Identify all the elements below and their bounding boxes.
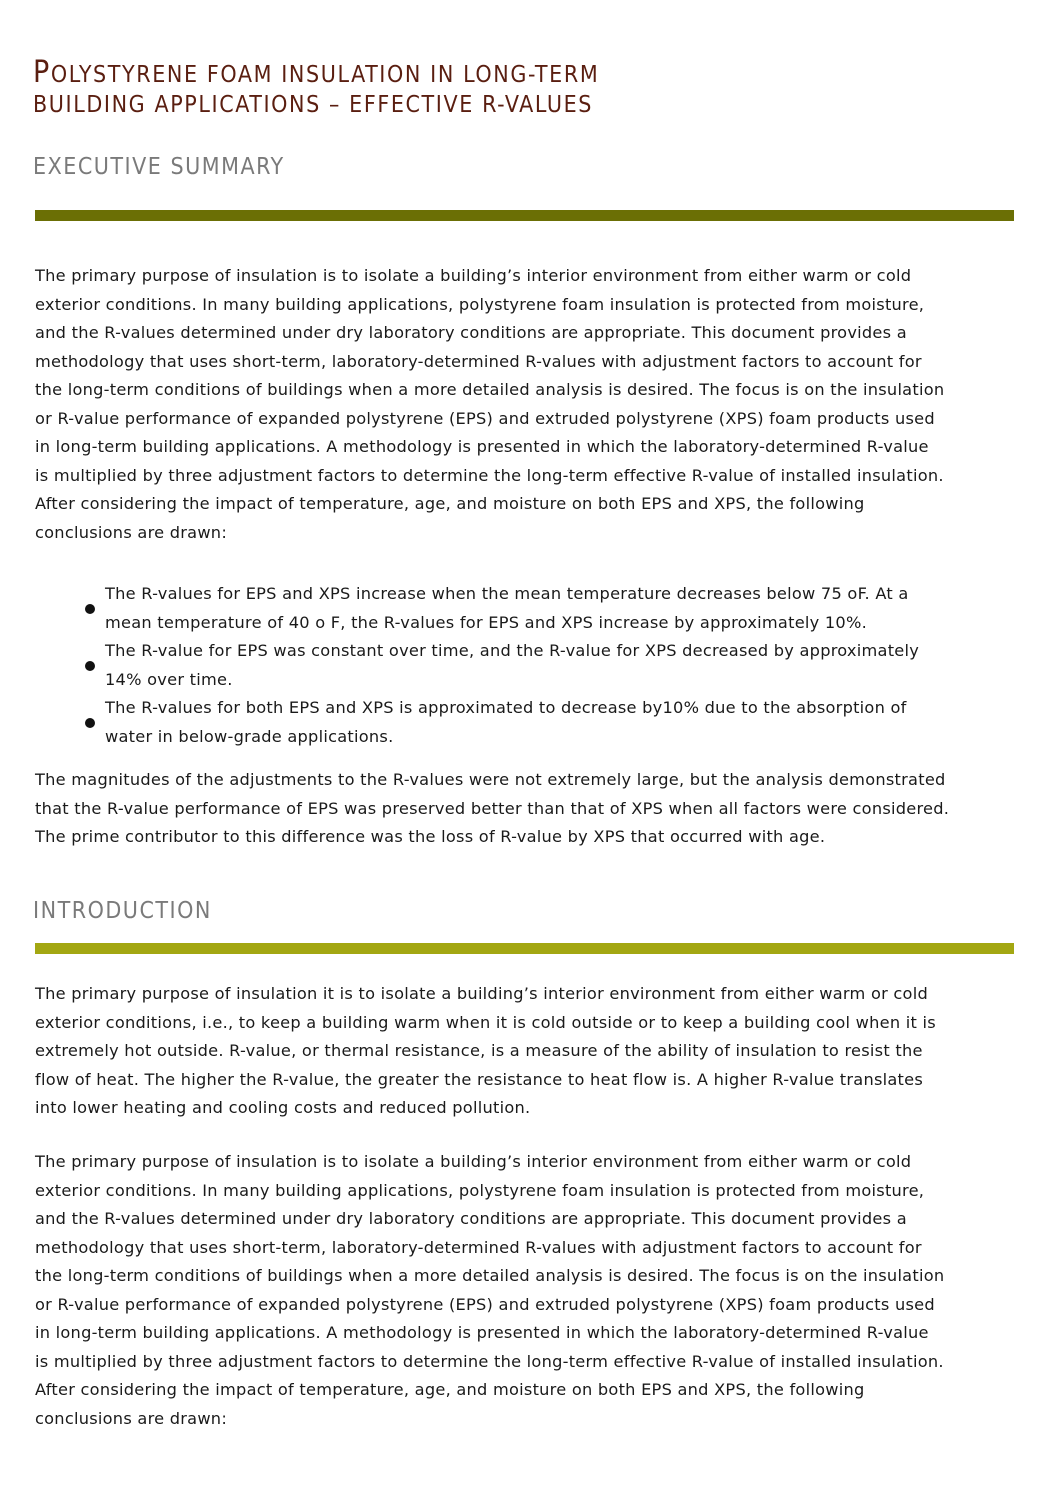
- executive-summary-divider: [35, 210, 1014, 221]
- executive-summary-closing-paragraph: [35, 766, 1030, 852]
- bullet-icon: [85, 718, 95, 728]
- bullet-icon: [85, 604, 95, 614]
- conclusion-item-moisture: [35, 694, 1030, 751]
- paragraph-line: The prime contributor to this difference was the loss of R-value by XPS that occurred with age.: [35, 827, 826, 846]
- executive-summary-intro-paragraph: [35, 262, 1030, 547]
- paragraph-line: methodology that uses short-term, laboratory-determined R-values with adjustment factors to account for: [35, 351, 922, 371]
- executive-summary-heading: EXECUTIVE SUMMARY: [33, 154, 285, 180]
- paragraph-line: in long-term building applications. A methodology is presented in which the laboratory-determined R-value: [35, 1323, 929, 1342]
- introduction-paragraph-1: [35, 980, 1030, 1123]
- paragraph-line: in long-term building applications. A methodology is presented in which the laboratory-determined R-value: [35, 437, 929, 456]
- list-item-line: The R-value for EPS was constant over time, and the R-value for XPS decreased by approximately: [105, 641, 920, 660]
- paragraph-line: and the R-values determined under dry laboratory conditions are appropriate. This document provides a: [35, 1209, 907, 1228]
- paragraph-line: is multiplied by three adjustment factors to determine the long-term effective R-value of installed insulation.: [35, 1351, 944, 1371]
- paragraph-line: extremely hot outside. R-value, or thermal resistance, is a measure of the ability of insulation to resist the: [35, 1041, 923, 1060]
- paragraph-line: After considering the impact of temperature, age, and moisture on both EPS and XPS, the following: [35, 1380, 865, 1399]
- title-first-letter: P: [33, 55, 51, 90]
- paragraph-line: the long-term conditions of buildings when a more detailed analysis is desired. The focus is on the insulation: [35, 380, 945, 399]
- bullet-icon: [85, 661, 95, 671]
- paragraph-line: exterior conditions, i.e., to keep a building warm when it is cold outside or to keep a building cool when it is: [35, 1012, 936, 1032]
- paragraph-line: and the R-values determined under dry laboratory conditions are appropriate. This document provides a: [35, 323, 907, 342]
- paragraph-line: conclusions are drawn:: [35, 522, 228, 542]
- list-item-line: The R-values for EPS and XPS increase when the mean temperature decreases below 75 oF. At a: [105, 584, 909, 603]
- paragraph-line: that the R-value performance of EPS was preserved better than that of XPS when all factors were considered.: [35, 798, 950, 818]
- paragraph-line: into lower heating and cooling costs and reduced pollution.: [35, 1098, 531, 1117]
- document-title: [33, 55, 933, 120]
- paragraph-line: exterior conditions. In many building applications, polystyrene foam insulation is protected from moisture,: [35, 1180, 925, 1200]
- list-item-line: mean temperature of 40 o F, the R-values for EPS and XPS increase by approximately 10%.: [105, 612, 867, 632]
- paragraph-line: methodology that uses short-term, laboratory-determined R-values with adjustment factors to account for: [35, 1237, 922, 1257]
- paragraph-line: The magnitudes of the adjustments to the R-values were not extremely large, but the analysis demonstrated: [35, 770, 946, 789]
- paragraph-line: conclusions are drawn:: [35, 1408, 228, 1428]
- list-item-line: water in below-grade applications.: [105, 726, 394, 746]
- list-item-line: 14% over time.: [105, 669, 233, 689]
- paragraph-line: The primary purpose of insulation it is to isolate a building’s interior environment from either warm or cold: [35, 984, 928, 1003]
- conclusion-item-age: [35, 637, 1030, 694]
- title-line-1-rest: OLYSTYRENE FOAM INSULATION IN LONG-TERM: [50, 62, 600, 88]
- paragraph-line: is multiplied by three adjustment factors to determine the long-term effective R-value of installed insulation.: [35, 465, 944, 485]
- introduction-heading: INTRODUCTION: [33, 898, 212, 924]
- conclusion-item-temperature: [35, 580, 1030, 637]
- paragraph-line: or R-value performance of expanded polystyrene (EPS) and extruded polystyrene (XPS) foam products used: [35, 1294, 935, 1314]
- conclusions-list: [35, 580, 1030, 751]
- paragraph-line: The primary purpose of insulation is to isolate a building’s interior environment from either warm or cold: [35, 1152, 912, 1171]
- title-line-2: BUILDING APPLICATIONS – EFFECTIVE R-VALUES: [33, 92, 594, 118]
- paragraph-line: the long-term conditions of buildings when a more detailed analysis is desired. The focus is on the insulation: [35, 1266, 945, 1285]
- introduction-paragraph-2: [35, 1148, 1030, 1433]
- paragraph-line: or R-value performance of expanded polystyrene (EPS) and extruded polystyrene (XPS) foam products used: [35, 408, 935, 428]
- paragraph-line: The primary purpose of insulation is to isolate a building’s interior environment from either warm or cold: [35, 266, 912, 285]
- introduction-divider: [35, 943, 1014, 954]
- paragraph-line: flow of heat. The higher the R-value, the greater the resistance to heat flow is. A higher R-value translates: [35, 1069, 924, 1089]
- paragraph-line: After considering the impact of temperature, age, and moisture on both EPS and XPS, the following: [35, 494, 865, 513]
- paragraph-line: exterior conditions. In many building applications, polystyrene foam insulation is protected from moisture,: [35, 294, 925, 314]
- list-item-line: The R-values for both EPS and XPS is approximated to decrease by10% due to the absorption of: [105, 698, 907, 717]
